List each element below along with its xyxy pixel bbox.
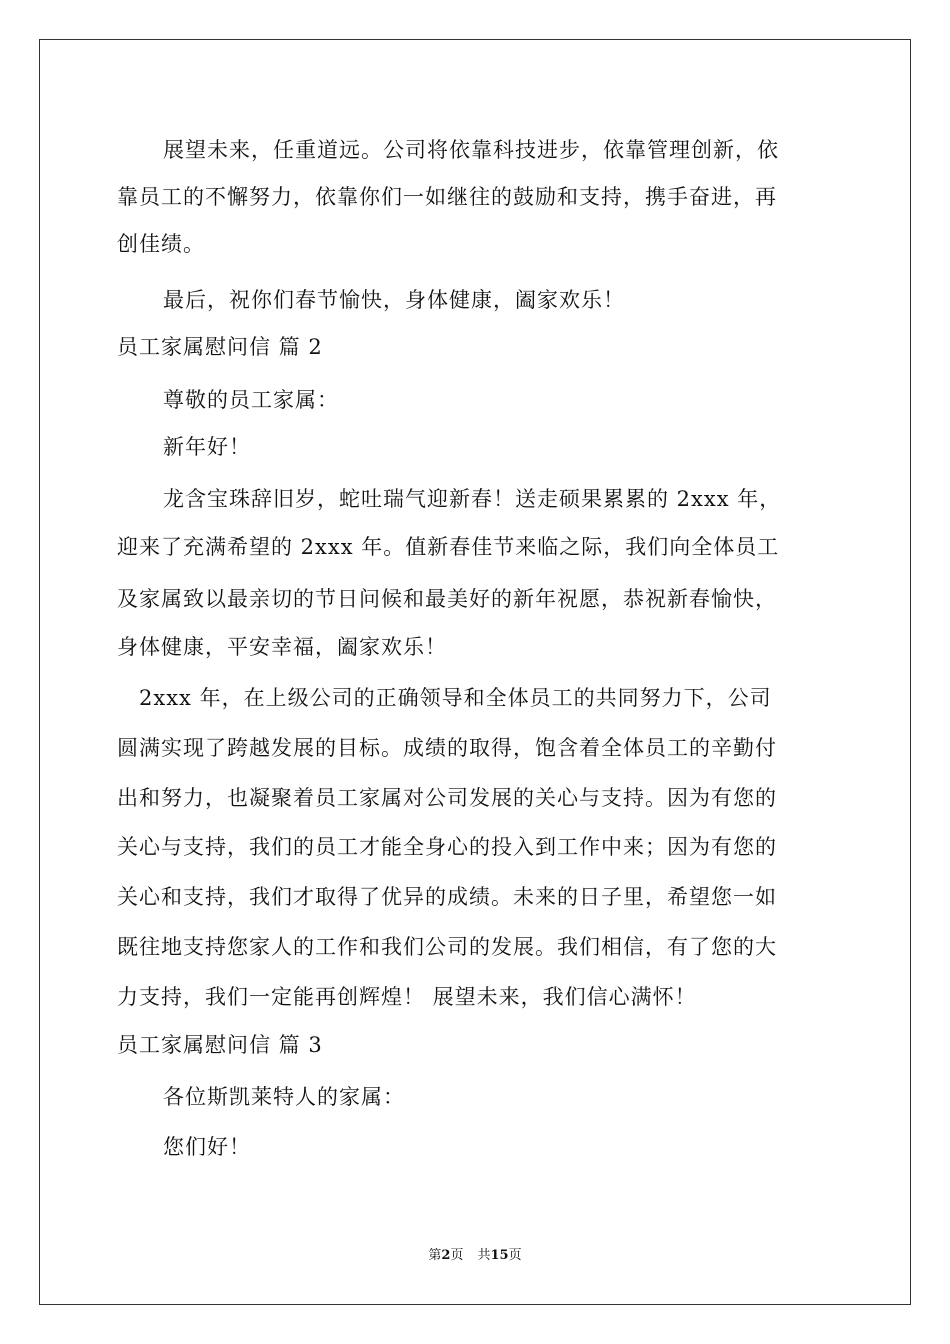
- paragraph-line: 关心与支持，我们的员工才能全身心的投入到工作中来；因为有您的: [117, 835, 777, 859]
- paragraph-line: 最后，祝你们春节愉快，身体健康，阖家欢乐！: [163, 288, 625, 312]
- page-prefix: 第: [428, 1248, 442, 1263]
- paragraph-line: 迎来了充满希望的 2xxx 年。值新春佳节来临之际，我们向全体员工: [117, 535, 780, 559]
- section-heading: 员工家属慰问信 篇 2: [117, 335, 323, 359]
- salutation: 尊敬的员工家属：: [163, 388, 339, 412]
- paragraph-line: 及家属致以最亲切的节日问候和最美好的新年祝愿，恭祝新春愉快，: [117, 587, 777, 611]
- paragraph-line: 关心和支持，我们才取得了优异的成绩。未来的日子里，希望您一如: [117, 885, 777, 909]
- section-heading: 员工家属慰问信 篇 3: [117, 1033, 323, 1057]
- greeting: 您们好！: [163, 1135, 251, 1159]
- total-pages: 15: [490, 1248, 509, 1263]
- paragraph-line: 靠员工的不懈努力，依靠你们一如继往的鼓励和支持，携手奋进，再: [117, 185, 777, 209]
- page-number: 2: [441, 1248, 451, 1263]
- total-suffix: 页: [508, 1248, 522, 1263]
- paragraph-line: 龙含宝珠辞旧岁，蛇吐瑞气迎新春！送走硕果累累的 2xxx 年，: [163, 487, 782, 511]
- paragraph-line: 身体健康，平安幸福，阖家欢乐！: [117, 635, 447, 659]
- salutation: 各位斯凯莱特人的家属：: [163, 1085, 405, 1109]
- page-suffix: 页: [450, 1248, 464, 1263]
- greeting: 新年好！: [163, 435, 251, 459]
- paragraph-line: 既往地支持您家人的工作和我们公司的发展。我们相信，有了您的大: [117, 935, 777, 959]
- paragraph-line: 出和努力，也凝聚着员工家属对公司发展的关心与支持。因为有您的: [117, 786, 777, 810]
- total-prefix: 共: [477, 1248, 491, 1263]
- paragraph-line: 展望未来，任重道远。公司将依靠科技进步，依靠管理创新，依: [163, 138, 779, 162]
- paragraph-line: 力支持，我们一定能再创辉煌！ 展望未来，我们信心满怀！: [117, 985, 697, 1009]
- paragraph-line: 2xxx 年，在上级公司的正确领导和全体员工的共同努力下，公司: [139, 686, 772, 710]
- paragraph-line: 圆满实现了跨越发展的目标。成绩的取得，饱含着全体员工的辛勤付: [117, 736, 777, 760]
- page-footer: [0, 1246, 950, 1266]
- paragraph-line: 创佳绩。: [117, 232, 205, 256]
